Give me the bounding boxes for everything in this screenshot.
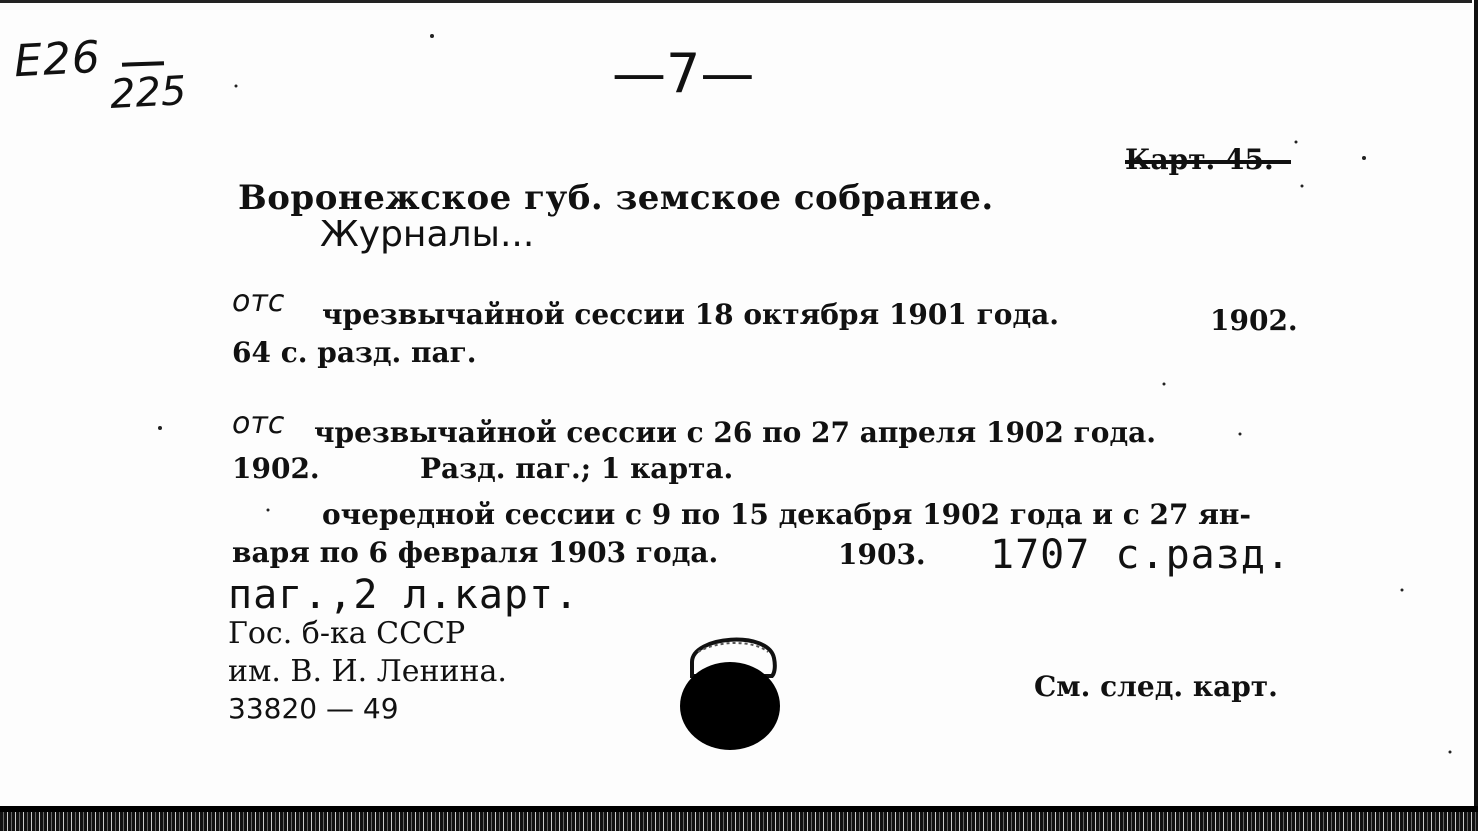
entry-1-year: 1902. [1210, 304, 1298, 337]
entry-1-title: чрезвычайной сессии 18 октября 1901 года. [322, 298, 1060, 331]
shelf-number: 225 [108, 68, 188, 118]
card-heading: Воронежское губ. земское собрание. [238, 178, 994, 218]
entry-3-title: очередной сессии с 9 по 15 декабря 1902 года и с 27 ян- [322, 498, 1252, 531]
entry-3-title-cont: варя по 6 февраля 1903 года. [232, 536, 719, 569]
entry-2-title: чрезвычайной сессии с 26 по 27 апреля 1902 года. [314, 416, 1157, 449]
see-next-card: См. след. карт. [1034, 670, 1278, 703]
entry-2-details: Разд. паг.; 1 карта. [420, 452, 734, 485]
page-number: —7— [612, 42, 755, 105]
inventory-number: 33820 — 49 [228, 692, 399, 725]
library-name-line1: Гос. б-ка СССР [228, 616, 466, 651]
entry-2-year: 1902. [232, 452, 320, 485]
library-name-line2: им. В. И. Ленина. [228, 654, 507, 689]
entry-1-details: 64 с. разд. паг. [232, 336, 477, 369]
card-bottom-line [0, 806, 1478, 812]
card-subheading: Журналы... [320, 214, 535, 255]
shelf-code: E26 [12, 31, 103, 88]
handwritten-mark-2: отс [232, 406, 285, 441]
entry-3-typed-pages: 1707 с.разд. [990, 532, 1291, 578]
entry-3-year: 1903. [838, 538, 926, 571]
handwritten-mark-1: отс [232, 284, 285, 319]
entry-3-typed-maps: паг.,2 л.карт. [228, 572, 580, 618]
